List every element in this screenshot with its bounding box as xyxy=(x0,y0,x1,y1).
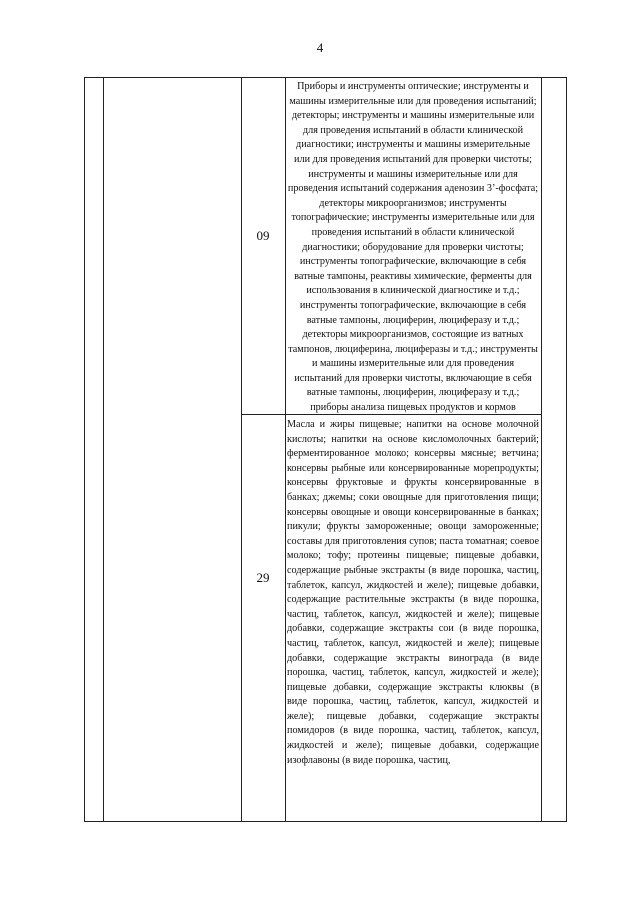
class-code-09: 09 xyxy=(256,228,270,243)
goods-list-class-29: Масла и жиры пищевые; напитки на основе молочной кислоты; напитки на основе кисломолочных бактерий; ферментированное молоко; консервы мясные; ветчина; консервы рыбные или консервированные морепродукты; консервы фруктовые и фрукты консервированные в банках; джемы; соки овощные для приготовления пищи; консервы овощные и овощи консервированные в банках; пикули; фрукты замороженные; овощи замороженные; составы для приготовления супов; паста томатная; соевое молоко; тофу; протеины пищевые; пищевые добавки, содержащие рыбные экстракты (в виде порошка, частиц, таблеток, капсул, жидкостей и желе); пищевые добавки, содержащие растительные экстракты (в виде порошка, частиц, таблеток, капсул, жидкостей и желе); пищевые добавки, содержащие экстракты сои (в виде порошка, частиц, таблеток, капсул, жидкостей и желе); пищевые добавки, содержащие экстракты винограда (в виде порошка, частиц, таблеток, капсул, жидкостей и желе); пищевые добавки, содержащие экстракты клюквы (в виде порошка, частиц, таблеток, капсул, жидкостей и желе); пищевые добавки, содержащие экстракты помидоров (в виде порошка, частиц, таблеток, капсул, жидкостей и желе); пищевые добавки, содержащие изофлавоны (в виде порошка, частиц, xyxy=(287,419,539,766)
class-code-29: 29 xyxy=(256,570,270,585)
table-column-divider xyxy=(285,77,286,822)
table-column-divider xyxy=(103,77,104,822)
table-column-divider xyxy=(541,77,542,822)
goods-list-class-09: Приборы и инструменты оптические; инструменты и машины измерительные или для проведения испытаний; детекторы; инструменты и машины измерительные или для проведения испытаний в области клинической диагностики; инструменты и машины измерительные или для проведения испытаний для проверки чистоты; инструменты и машины измерительные или для проведения испытаний содержания аденозин 3’-фосфата; детекторы микроорганизмов; инструменты топографические; инструменты измерительные или для проведения испытаний в области клинической диагностики; оборудование для проверки чистоты; инструменты топографические, включающие в себя ватные тампоны, реактивы химические, ферменты для использования в клинической диагностике и т.д.; инструменты топографические, включающие в себя ватные тампоны, люциферин, люциферазу и т.д.; детекторы микроорганизмов, состоящие из ватных тампонов, люциферина, люциферазы и т.д.; инструменты и машины измерительные или для проведения испытаний для проверки чистоты, включающие в себя ватные тампоны, люциферин, люциферазу и т.д.; приборы анализа пищевых продуктов и кормов xyxy=(287,81,539,414)
table-column-divider xyxy=(241,77,242,822)
page-number: 4 xyxy=(316,40,324,55)
